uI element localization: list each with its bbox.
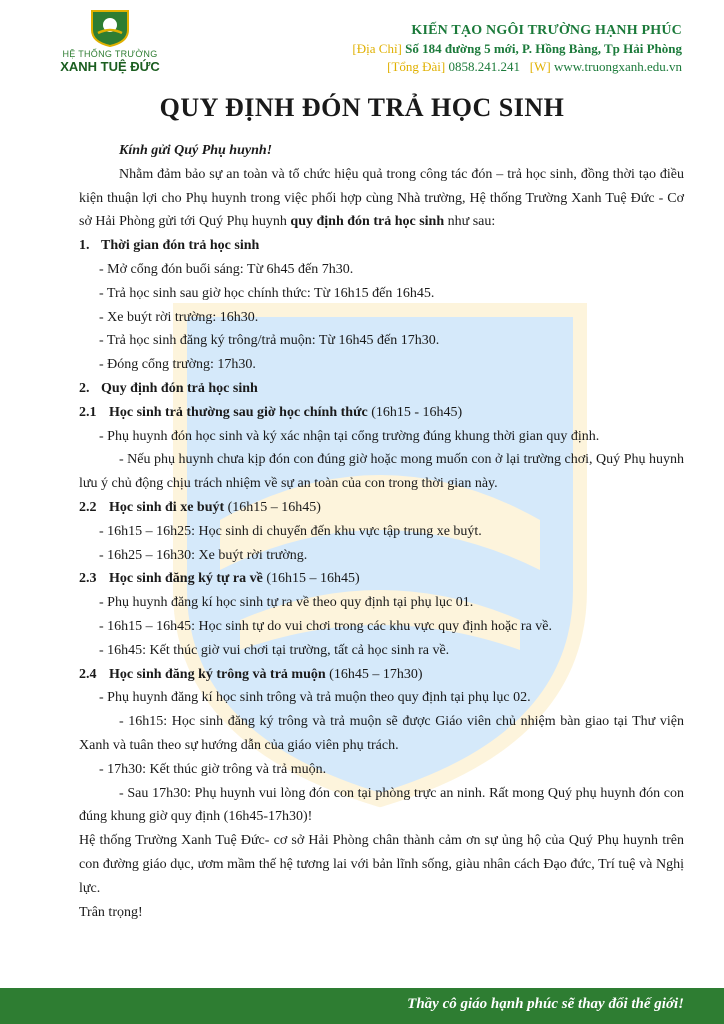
list-item: - Phụ huynh đăng kí học sinh trông và trả muộn theo quy định tại phụ lục 02. [99,690,531,706]
phone-tag: [Tổng Đài] [387,59,446,74]
list-item: - Trả học sinh sau giờ học chính thức: Từ 16h15 đến 16h45. [99,285,435,301]
logo-shield-icon [89,8,131,48]
subsection-number: 2.4 [79,666,97,682]
subsection-number: 2.2 [79,499,97,515]
address-line [352,40,682,58]
list-item: - Nếu phụ huynh chưa kịp đón con đúng giờ hoặc mong muốn con ở lại trường chơi, Quý Phụ huynh lưu ý chủ động chịu trách nhiệm về sự an toàn của con trong thời gian này. [79,452,684,492]
list-item: - Sau 17h30: Phụ huynh vui lòng đón con tại phòng trực an ninh. Rất mong Quý phụ huynh đón con đúng khung giờ quy định (16h45-17h30)! [79,785,684,825]
subsection-heading [79,401,684,425]
section-title: Thời gian đón trả học sinh [101,238,260,254]
subsection-heading [79,567,684,591]
website-link[interactable]: www.truongxanh.edu.vn [553,59,682,74]
subsection-time: (16h15 – 16h45) [262,571,360,587]
list-item: - 16h25 – 16h30: Xe buýt rời trường. [99,547,308,563]
greeting: Kính gửi Quý Phụ huynh! [119,143,273,158]
subsection-number: 2.3 [79,571,97,587]
subsection-time: (16h15 – 16h45) [224,499,321,515]
subsection-number: 2.1 [79,404,97,420]
subsection-time: (16h45 – 17h30) [325,666,423,682]
footer-bar [0,988,724,1024]
letterhead [352,22,682,76]
subsection-time: (16h15 - 16h45) [367,404,463,420]
section-title: Quy định đón trả học sinh [101,380,258,396]
signoff: Trân trọng! [79,904,143,920]
page-title: QUY ĐỊNH ĐÓN TRẢ HỌC SINH [159,93,565,122]
school-logo [60,8,160,74]
contact-line [352,58,682,76]
address: Số 184 đường 5 mới, P. Hồng Bàng, Tp Hải Phòng [405,41,682,56]
address-tag: [Địa Chỉ] [352,41,402,56]
subsection-heading [79,496,684,520]
footer-slogan: Thầy cô giáo hạnh phúc sẽ thay đổi thế giới! [407,996,684,1012]
closing-paragraph: Hệ thống Trường Xanh Tuệ Đức- cơ sở Hải Phòng chân thành cảm ơn sự ủng hộ của Quý Phụ huynh trên con đường giáo dục, ươm mầm thế hệ tương lai với bản lĩnh sống, giàu nhân cách Đạo đức, Trí tuệ và Nghị lực. [79,833,684,896]
list-item: - Trả học sinh đăng ký trông/trả muộn: Từ 16h45 đến 17h30. [99,333,440,349]
list-item: - Xe buýt rời trường: 16h30. [99,309,259,325]
intro-end: như sau: [444,214,496,230]
list-item: - Mở cổng đón buổi sáng: Từ 6h45 đến 7h30. [99,261,354,277]
list-item: - Phụ huynh đăng kí học sinh tự ra về theo quy định tại phụ lục 01. [99,595,474,611]
logo-line2: XANH TUỆ ĐỨC [60,59,160,74]
subsection-heading [79,663,684,687]
intro-text: Nhằm đảm bảo sự an toàn và tổ chức hiệu quả trong công tác đón – trả học sinh, đồng thời tạo điều kiện thuận lợi cho Phụ huynh trong việc phối hợp cùng Nhà trường, Hệ thống Trường Xanh Tuệ Đức - Cơ sở Hải Phòng gửi tới Quý Phụ huynh [79,166,684,230]
slogan: KIẾN TẠO NGÔI TRƯỜNG HẠNH PHÚC [411,23,682,38]
subsection-title: Học sinh đăng ký tự ra về [109,571,263,587]
section-number: 2. [79,380,90,396]
web-tag: [W] [529,59,551,74]
section-heading [79,377,684,401]
subsection-title: Học sinh đăng ký trông và trả muộn [109,666,326,682]
intro-bold: quy định đón trả học sinh [290,214,445,230]
list-item: - 16h15: Học sinh đăng ký trông và trả muộn sẽ được Giáo viên chủ nhiệm bàn giao tại Thư viện Xanh và tuân theo sự hướng dẫn của giáo viên phụ trách. [79,714,684,753]
list-item: - Đóng cổng trường: 17h30. [99,357,256,373]
list-item: - 16h45: Kết thúc giờ vui chơi tại trường, tất cả học sinh ra về. [99,642,450,658]
section-heading [79,234,684,258]
list-item: - Phụ huynh đón học sinh và ký xác nhận tại cổng trường đúng khung thời gian quy định. [99,428,600,444]
list-item: - 17h30: Kết thúc giờ trông và trả muộn. [99,761,327,777]
section-number: 1. [79,238,90,254]
subsection-title: Học sinh đi xe buýt [109,499,225,515]
logo-line1: HỆ THỐNG TRƯỜNG [62,49,158,59]
list-item: - 16h15 – 16h25: Học sinh di chuyển đến khu vực tập trung xe buýt. [99,523,482,539]
phone: 0858.241.241 [448,59,520,74]
subsection-title: Học sinh trả thường sau giờ học chính thức [109,404,368,420]
list-item: - 16h15 – 16h45: Học sinh tự do vui chơi trong các khu vực quy định hoặc ra về. [99,618,552,634]
intro-paragraph [79,163,684,234]
document-body [79,139,684,924]
